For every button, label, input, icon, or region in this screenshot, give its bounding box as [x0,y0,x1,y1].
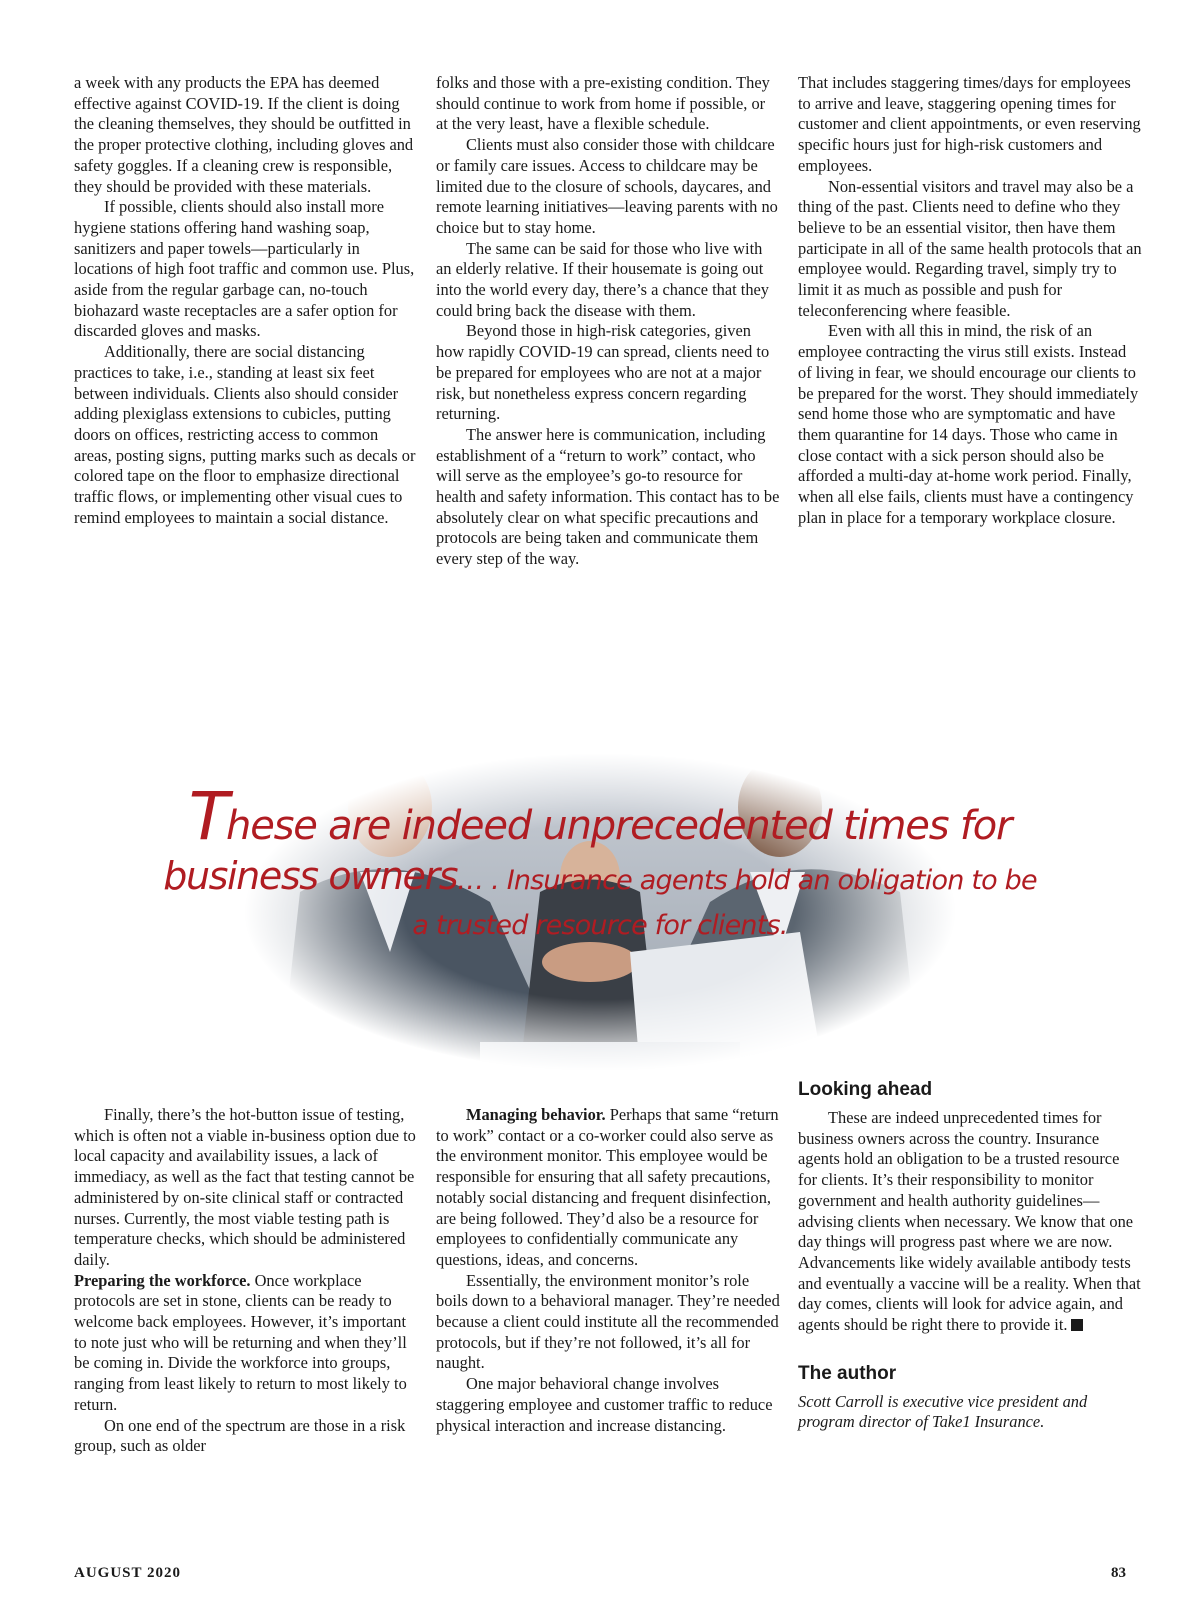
paragraph: Even with all this in mind, the risk of an employee contracting the virus still exists. Instead of living in fear, we should encourage our clients to be prepared for the worst. They should immediately send home those who are symptomatic and have them quarantine for 14 days. Those who came in close contact with a sick person should also be afforded a multi-day at-home work period. Finally, when all else fails, clients must have a contingency plan in place for a temporary workplace closure. [798,321,1139,527]
author-heading: The author [798,1362,897,1384]
paragraph: The same can be said for those who live with an elderly relative. If their housemate is going out into the world every day, there’s a chance that they could bring back the disease with them. [436,238,769,320]
article-column-1 [74,73,418,528]
issue-date: AUGUST 2020 [74,1565,181,1581]
paragraph: Finally, there’s the hot-button issue of testing, which is often not a viable in-business option due to local capacity and availability issues, a lack of immediacy, as well as the fact that testing cannot be administered by on-site clinical staff or contracted nurses. Currently, the most viable testing path is temperature checks, which should be administered daily. [74,1105,416,1269]
page-number: 83 [1111,1565,1126,1581]
pull-quote-line-2 [150,853,1050,904]
paragraph: Essentially, the environment monitor’s role boils down to a behavioral manager. They’re needed because a client could institute all the recommended protocols, but if they’re not followed, it’s all for naught. [436,1270,780,1373]
paragraph [74,1271,418,1416]
section-heading: Looking ahead [798,1079,933,1100]
paragraph-body: Perhaps that same “return to work” contact or a co-worker could also serve as the environment monitor. This employee would be responsible for ensuring that all safety precautions, notably social distancing and frequent disinfection, are being followed. They’d also be a resource for employees to confidentially communicate any questions, ideas, and concerns. [436,1105,779,1269]
pull-quote-text: business owners [163,854,458,898]
section-lead: Preparing the workforce. [74,1270,251,1290]
author-bio: Scott Carroll is executive vice president and program director of Take1 Insurance. [798,1391,1088,1432]
paragraph: folks and those with a pre-existing condition. They should continue to work from home if possible, or at the very least, have a flexible schedule. [436,73,770,134]
paragraph [798,1108,1142,1336]
end-square-icon [1071,1319,1083,1331]
paragraph: One major behavioral change involves staggering employee and customer traffic to reduce physical interaction and increase distancing. [436,1374,773,1435]
pull-quote-text: … . Insurance agents hold an obligation to be [457,865,1037,896]
paragraph: a week with any products the EPA has deemed effective against COVID-19. If the client is doing the cleaning themselves, they should be outfitted in the proper protective clothing, including gloves and safety goggles. If a cleaning crew is responsible, they should be provided with these materials. [74,73,414,196]
pull-quote [150,778,1050,948]
paragraph: That includes staggering times/days for employees to arrive and leave, staggering opening times for customer and client appointments, or even reserving specific hours just for high-risk customers and employees. [798,73,1141,175]
article-column-6 [798,1078,1142,1433]
pull-quote-line-1 [150,778,1050,855]
paragraph: The answer here is communication, including establishment of a “return to work” contact, who will serve as the employee’s go-to resource for health and safety information. This contact has to be absolutely clear on what specific precautions and protocols are being taken and communicate them every step of the way. [436,424,780,569]
paragraph: On one end of the spectrum are those in a risk group, such as older [74,1415,406,1456]
paragraph: Non-essential visitors and travel may also be a thing of the past. Clients need to define who they believe to be an essential visitor, then have them participate in all of the same health protocols that an employee would. Regarding travel, simply try to limit it as much as possible and push for teleconferencing where feasible. [798,176,1142,320]
paragraph: If possible, clients should also install more hygiene stations offering hand washing soap, sanitizers and paper towels—particularly in locations of high foot traffic and common use. Plus, aside from the regular garbage can, no-touch biohazard waste receptacles are a safer option for discarded gloves and masks. [74,197,415,341]
article-column-3 [798,73,1142,528]
drop-initial: T [188,778,227,855]
article-column-5 [436,1105,780,1436]
paragraph: Clients must also consider those with childcare or family care issues. Access to childcare may be limited due to the closure of schools, daycares, and remote learning initiatives—leaving parents with no choice but to stay home. [436,135,778,237]
paragraph-body: These are indeed unprecedented times for business owners across the country. Insurance agents hold an obligation to be a trusted resource for clients. It’s their responsibility to monitor government and health authority guidelines—advising clients when necessary. We know that one day things will progress past where we are now. Advancements like widely available antibody tests and eventually a vaccine will be a reality. When that day comes, clients will look for advice again, and agents should be right there to provide it. [798,1108,1141,1335]
paragraph: Additionally, there are social distancing practices to take, i.e., standing at least six feet between individuals. Clients also should consider adding plexiglass extensions to cubicles, putting doors on offices, restricting access to common areas, posting signs, putting marks such as decals or colored tape on the floor to emphasize directional traffic flows, or implementing other visual cues to remind employees to maintain a social distance. [74,342,416,527]
pull-quote-line-3: a trusted resource for clients. [412,910,788,941]
pull-quote-text: hese are indeed unprecedented times for [226,803,1012,849]
section-lead: Managing behavior. [466,1105,606,1124]
article-column-4 [74,1105,418,1457]
paragraph: Beyond those in high-risk categories, given how rapidly COVID-19 can spread, clients need to be prepared for employees who are not at a major risk, but nonetheless express concern regarding returning. [436,321,770,424]
article-column-2 [436,73,780,570]
paragraph [436,1105,780,1271]
paragraph-body: Once workplace protocols are set in stone, clients can be ready to welcome back employees. However, it’s important to note just who will be returning and when they’ll be coming in. Divide the workforce into groups, ranging from least likely to return to most likely to return. [74,1270,407,1414]
